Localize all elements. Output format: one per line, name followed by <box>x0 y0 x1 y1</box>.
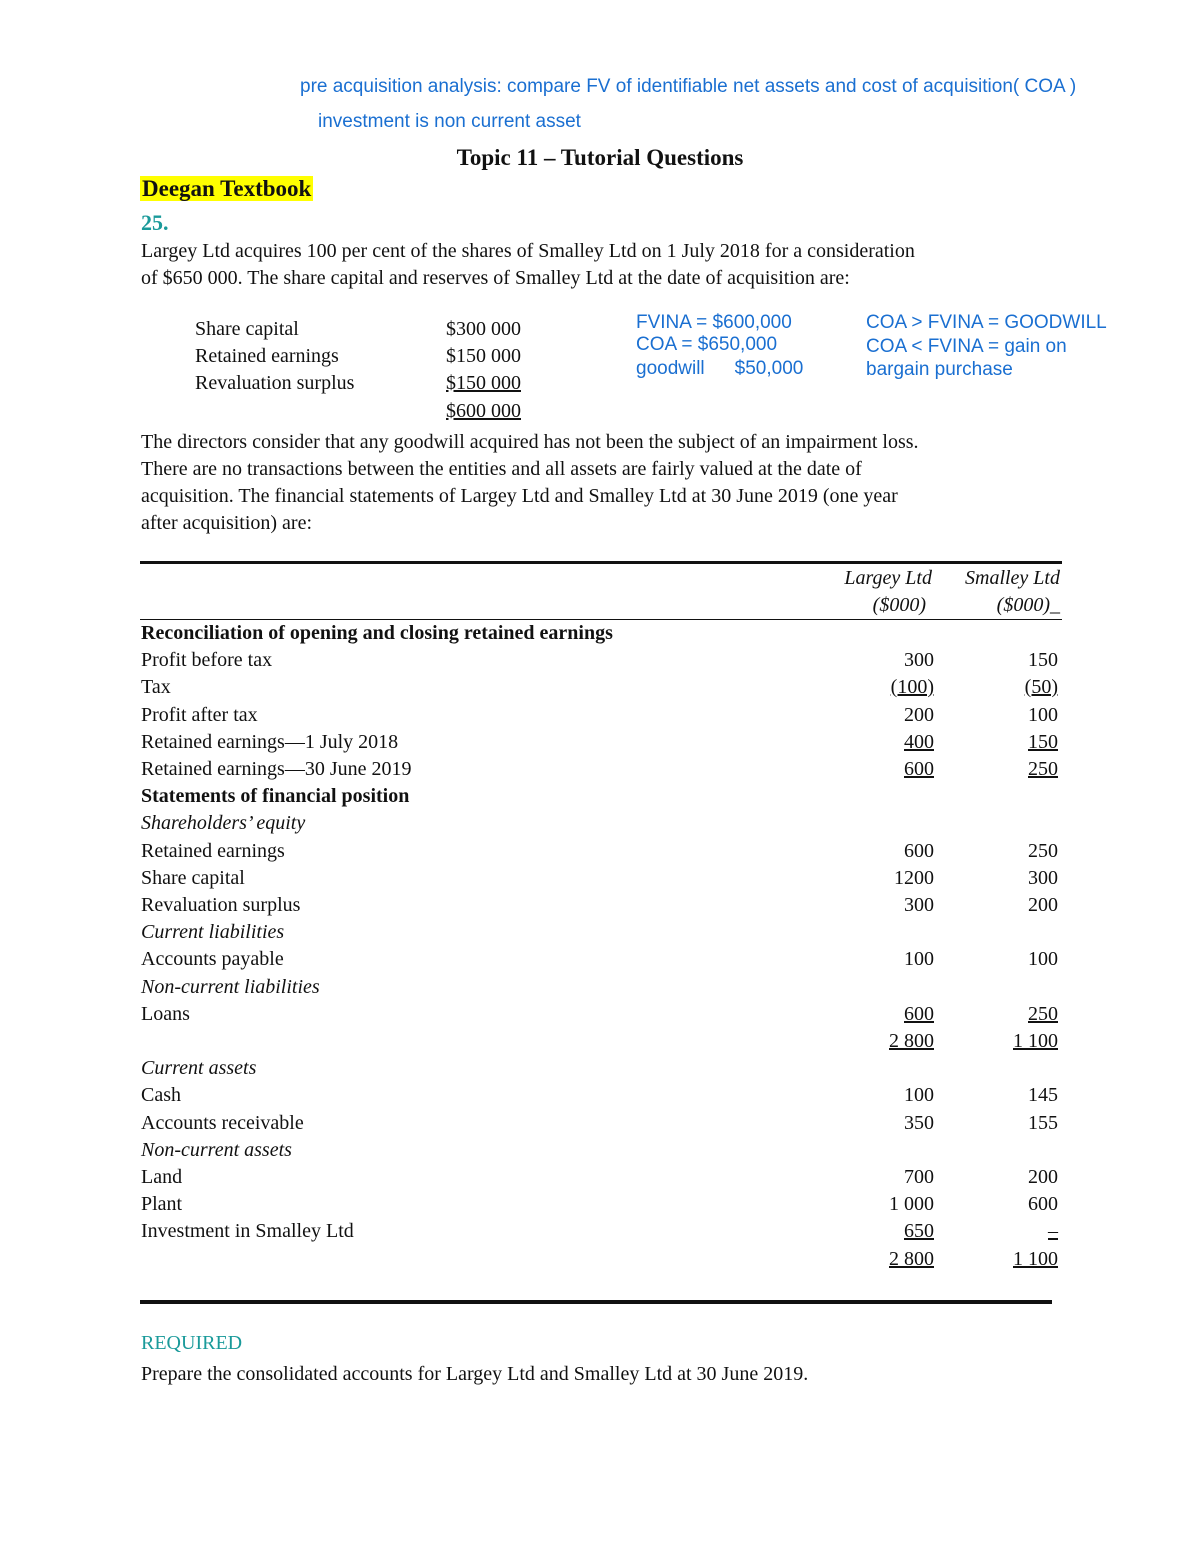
table-cell-largey <box>800 867 934 890</box>
required-text: Prepare the consolidated accounts for Largey Ltd and Smalley Ltd at 30 June 2019. <box>141 1363 809 1385</box>
cell-value: 200 <box>904 704 934 726</box>
acq-label: Retained earnings <box>195 345 339 367</box>
acq-value: $300 000 <box>446 318 521 340</box>
cell-value: 100 <box>904 948 934 970</box>
table-row-label: Current liabilities <box>141 921 285 943</box>
cell-value: 1 100 <box>1013 1030 1058 1052</box>
table-cell-smalley <box>940 1030 1058 1053</box>
table-header-rule <box>140 619 1062 620</box>
table-cell-smalley <box>940 1112 1058 1135</box>
table-cell-smalley <box>940 676 1058 699</box>
cell-value: 300 <box>904 649 934 671</box>
table-cell-largey <box>800 948 934 971</box>
table-row-label: Retained earnings—1 July 2018 <box>141 731 399 753</box>
table-cell-smalley <box>940 1166 1058 1189</box>
cell-value: 600 <box>1028 1193 1058 1215</box>
col-header-largey: Largey Ltd <box>844 567 932 589</box>
cell-value: 200 <box>1028 894 1058 916</box>
table-row-label: Retained earnings—30 June 2019 <box>141 758 412 780</box>
annotation-rule-3: bargain purchase <box>866 359 1013 380</box>
table-cell-smalley <box>940 649 1058 672</box>
cell-value: 100 <box>1028 704 1058 726</box>
cell-value: 1 000 <box>889 1193 934 1215</box>
col-unit-largey: ($000) <box>872 594 926 616</box>
paragraph-line-2: There are no transactions between the entities and all assets are fairly valued at the date of <box>141 458 862 480</box>
table-row-label: Statements of financial position <box>141 785 410 807</box>
table-row-label: Accounts receivable <box>141 1112 304 1134</box>
table-cell-largey <box>800 840 934 863</box>
table-cell-smalley <box>940 731 1058 754</box>
cell-value: 150 <box>1028 731 1058 753</box>
acq-value: $150 000 <box>446 345 521 367</box>
cell-value: 700 <box>904 1166 934 1188</box>
table-row-label: Investment in Smalley Ltd <box>141 1220 354 1242</box>
paragraph-line-3: acquisition. The financial statements of Largey Ltd and Smalley Ltd at 30 June 2019 (one year <box>141 485 898 507</box>
cell-value: 600 <box>904 840 934 862</box>
cell-value: 300 <box>1028 867 1058 889</box>
table-cell-smalley <box>940 840 1058 863</box>
cell-value: 100 <box>904 1084 934 1106</box>
table-cell-smalley <box>940 1003 1058 1026</box>
cell-value: 300 <box>904 894 934 916</box>
table-cell-smalley <box>940 948 1058 971</box>
annotation-fvina: FVINA = $600,000 <box>636 312 792 333</box>
cell-value: – <box>1048 1220 1058 1242</box>
annotation-coa: COA = $650,000 <box>636 334 778 355</box>
annotation-rule-2: COA < FVINA = gain on <box>866 336 1067 357</box>
annotation-goodwill-label: goodwill <box>636 358 705 379</box>
cell-value: (100) <box>890 676 934 698</box>
table-cell-largey <box>800 676 934 699</box>
cell-value: 250 <box>1028 758 1058 780</box>
cell-value: 2 800 <box>889 1248 934 1270</box>
cell-value: 600 <box>904 1003 934 1025</box>
table-cell-largey <box>800 1193 934 1216</box>
cell-value: 250 <box>1028 1003 1058 1025</box>
table-cell-largey <box>800 1112 934 1135</box>
acq-label: Revaluation surplus <box>195 372 355 394</box>
table-row-label: Non-current assets <box>141 1139 292 1161</box>
table-cell-largey <box>800 704 934 727</box>
required-label: REQUIRED <box>141 1332 243 1354</box>
table-row-label: Non-current liabilities <box>141 976 320 998</box>
table-row-label: Revaluation surplus <box>141 894 301 916</box>
acq-value: $150 000 <box>446 372 521 394</box>
page-title: Topic 11 – Tutorial Questions <box>456 145 744 170</box>
acq-label: Share capital <box>195 318 299 340</box>
table-row-label: Land <box>141 1166 183 1188</box>
annotation-line-2: investment is non current asset <box>318 111 581 132</box>
table-row-label: Retained earnings <box>141 840 285 862</box>
cell-value: 350 <box>904 1112 934 1134</box>
table-cell-smalley <box>940 1193 1058 1216</box>
table-cell-largey <box>800 1248 934 1271</box>
paragraph-line-1: The directors consider that any goodwill acquired has not been the subject of an impairment loss. <box>141 431 919 453</box>
table-cell-smalley <box>940 1084 1058 1107</box>
table-row-label: Current assets <box>141 1057 257 1079</box>
paragraph-line-4: after acquisition) are: <box>141 512 313 534</box>
intro-line-2: of $650 000. The share capital and reserves of Smalley Ltd at the date of acquisition are: <box>141 267 850 289</box>
cell-value: 1200 <box>894 867 934 889</box>
intro-line-1: Largey Ltd acquires 100 per cent of the shares of Smalley Ltd on 1 July 2018 for a consideration <box>141 240 915 262</box>
table-cell-largey <box>800 1003 934 1026</box>
table-cell-smalley <box>940 758 1058 781</box>
table-bottom-rule <box>140 1300 1052 1304</box>
acq-value: $600 000 <box>446 400 521 422</box>
cell-value: 650 <box>904 1220 934 1242</box>
table-row-label: Profit after tax <box>141 704 258 726</box>
cell-value: 145 <box>1028 1084 1058 1106</box>
table-row-label: Accounts payable <box>141 948 284 970</box>
table-cell-smalley <box>940 1248 1058 1271</box>
table-row-label: Profit before tax <box>141 649 273 671</box>
textbook-heading <box>140 176 313 202</box>
question-number: 25. <box>141 210 169 235</box>
table-cell-largey <box>800 1030 934 1053</box>
table-cell-smalley <box>940 867 1058 890</box>
cell-value: 155 <box>1028 1112 1058 1134</box>
table-row-label: Reconciliation of opening and closing retained earnings <box>141 622 613 644</box>
table-row-label: Loans <box>141 1003 190 1025</box>
table-cell-largey <box>800 894 934 917</box>
table-cell-largey <box>800 1166 934 1189</box>
table-cell-smalley <box>940 894 1058 917</box>
cell-value: (50) <box>1024 676 1058 698</box>
cell-value: 200 <box>1028 1166 1058 1188</box>
table-top-rule <box>140 561 1062 564</box>
cell-value: 150 <box>1028 649 1058 671</box>
textbook-highlight: Deegan Textbook <box>142 176 312 201</box>
cell-value: 100 <box>1028 948 1058 970</box>
cell-value: 250 <box>1028 840 1058 862</box>
table-cell-largey <box>800 1220 934 1243</box>
table-cell-largey <box>800 731 934 754</box>
table-cell-smalley <box>940 704 1058 727</box>
col-header-smalley: Smalley Ltd <box>965 567 1060 589</box>
cell-value: 400 <box>904 731 934 753</box>
table-row-label: Shareholders’ equity <box>141 812 306 834</box>
table-cell-smalley <box>940 1220 1058 1243</box>
table-row-label: Share capital <box>141 867 245 889</box>
cell-value: 2 800 <box>889 1030 934 1052</box>
col-unit-smalley: ($000)_ <box>996 594 1060 616</box>
cell-value: 1 100 <box>1013 1248 1058 1270</box>
table-row-label: Tax <box>141 676 171 698</box>
annotation-goodwill <box>636 358 803 380</box>
table-cell-largey <box>800 1084 934 1107</box>
annotation-goodwill-value: $50,000 <box>734 358 804 379</box>
table-cell-largey <box>800 649 934 672</box>
table-row-label: Plant <box>141 1193 183 1215</box>
annotation-rule-1: COA > FVINA = GOODWILL <box>866 312 1107 333</box>
annotation-line-1: pre acquisition analysis: compare FV of identifiable net assets and cost of acquisition( COA ) <box>300 76 1077 97</box>
table-cell-largey <box>800 758 934 781</box>
cell-value: 600 <box>904 758 934 780</box>
table-row-label: Cash <box>141 1084 181 1106</box>
